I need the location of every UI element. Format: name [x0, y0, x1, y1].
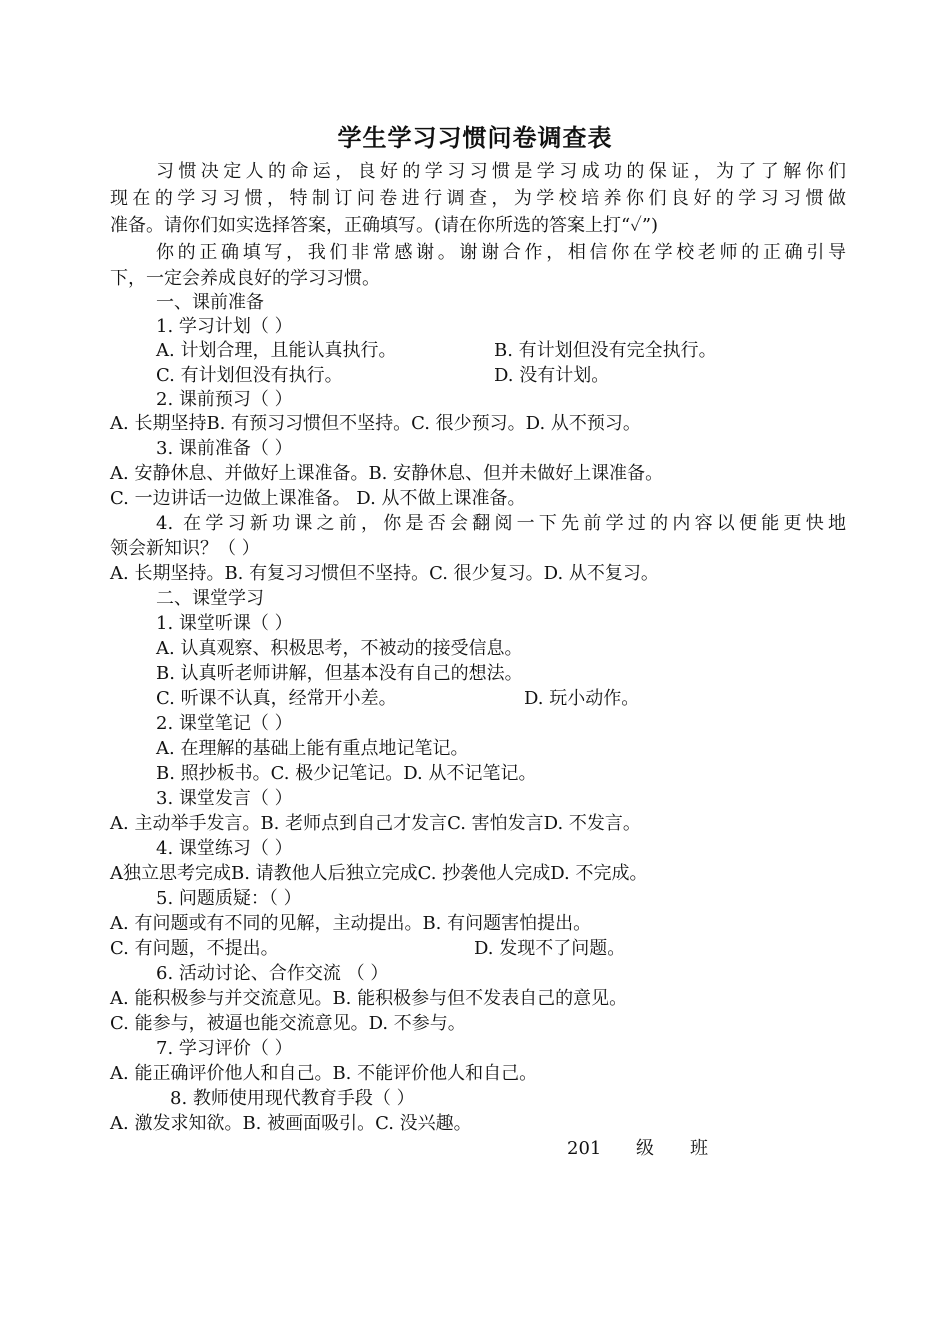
intro-line: 准备。请你们如实选择答案，正确填写。(请在你所选的答案上打“✓”): [110, 215, 659, 236]
option-text: B. 有计划但没有完全执行。: [494, 340, 717, 361]
question-label: 4. 课堂练习（ ）: [156, 838, 293, 859]
page-title: 学生学习习惯问卷调查表: [337, 124, 613, 152]
option-text: A. 主动举手发言。B. 老师点到自己才发言C. 害怕发言D. 不发言。: [110, 813, 641, 834]
option-text: C. 能参与，被逼也能交流意见。D. 不参与。: [110, 1013, 466, 1034]
intro-line: 习惯决定人的命运，良好的学习习惯是学习成功的保证，为了了解你们: [156, 161, 846, 182]
footer-class: 班: [690, 1138, 708, 1159]
option-text: A. 有问题或有不同的见解，主动提出。B. 有问题害怕提出。: [110, 913, 592, 934]
option-text: A. 能积极参与并交流意见。B. 能积极参与但不发表自己的意见。: [110, 988, 628, 1009]
question-label: 3. 课前准备（ ）: [156, 438, 293, 459]
question-label: 6. 活动讨论、合作交流 （ ）: [156, 963, 389, 984]
option-text: A. 长期坚持B. 有预习习惯但不坚持。C. 很少预习。D. 从不预习。: [110, 413, 641, 434]
section-heading: 二、课堂学习: [156, 588, 264, 609]
option-text: A. 能正确评价他人和自己。B. 不能评价他人和自己。: [110, 1063, 538, 1084]
option-text: C. 有问题，不提出。: [110, 938, 279, 959]
section-heading: 一、课前准备: [156, 292, 264, 313]
question-label: 领会新知识？（ ）: [110, 538, 260, 559]
option-text: C. 有计划但没有执行。: [156, 365, 343, 386]
option-text: A独立思考完成B. 请教他人后独立完成C. 抄袭他人完成D. 不完成。: [110, 863, 648, 884]
question-label: 4. 在学习新功课之前，你是否会翻阅一下先前学过的内容以便能更快地: [156, 513, 846, 534]
intro-line: 你的正确填写，我们非常感谢。谢谢合作，相信你在学校老师的正确引导: [156, 242, 846, 263]
intro-line: 现在的学习习惯，特制订问卷进行调查，为学校培养你们良好的学习习惯做: [110, 188, 846, 209]
footer-grade: 级: [636, 1138, 654, 1159]
option-text: A. 安静休息、并做好上课准备。B. 安静休息、但并未做好上课准备。: [110, 463, 664, 484]
option-text: A. 计划合理，且能认真执行。: [156, 340, 397, 361]
option-text: B. 照抄板书。C. 极少记笔记。D. 从不记笔记。: [156, 763, 537, 784]
option-text: D. 没有计划。: [494, 365, 610, 386]
question-label: 7. 学习评价（ ）: [156, 1038, 293, 1059]
option-text: C. 听课不认真，经常开小差。: [156, 688, 397, 709]
question-label: 5. 问题质疑：（ ）: [156, 888, 302, 909]
question-label: 8. 教师使用现代教育手段（ ）: [170, 1088, 415, 1109]
intro-line: 下，一定会养成良好的学习习惯。: [110, 268, 380, 289]
footer-year: 201: [567, 1138, 602, 1159]
option-text: C. 一边讲话一边做上课准备。 D. 从不做上课准备。: [110, 488, 526, 509]
question-label: 1. 课堂听课（ ）: [156, 613, 293, 634]
option-text: A. 长期坚持。B. 有复习习惯但不坚持。C. 很少复习。D. 从不复习。: [110, 563, 659, 584]
option-text: D. 玩小动作。: [524, 688, 640, 709]
option-text: B. 认真听老师讲解，但基本没有自己的想法。: [156, 663, 523, 684]
question-label: 3. 课堂发言（ ）: [156, 788, 293, 809]
option-text: A. 认真观察、积极思考，不被动的接受信息。: [156, 638, 523, 659]
option-text: A. 激发求知欲。B. 被画面吸引。C. 没兴趣。: [110, 1113, 472, 1134]
question-label: 2. 课堂笔记（ ）: [156, 713, 293, 734]
question-label: 2. 课前预习（ ）: [156, 389, 293, 410]
option-text: D. 发现不了问题。: [474, 938, 626, 959]
option-text: A. 在理解的基础上能有重点地记笔记。: [156, 738, 469, 759]
question-label: 1. 学习计划（ ）: [156, 316, 293, 337]
